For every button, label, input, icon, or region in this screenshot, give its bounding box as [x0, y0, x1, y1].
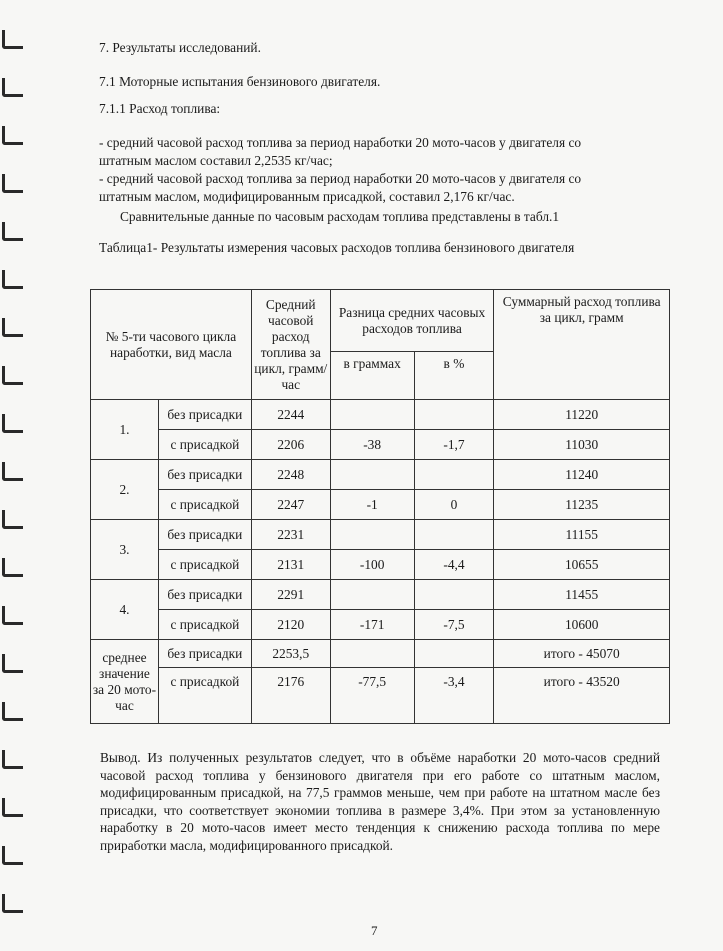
bullet-2-line-2: штатным маслом, модифицированным присадкой, составил 2,176 кг/час. — [99, 189, 515, 204]
total-value: 11220 — [494, 400, 670, 430]
total-value: 11030 — [494, 430, 670, 460]
diff-percent: -3,4 — [414, 668, 494, 724]
diff-grams — [330, 580, 414, 610]
diff-grams: -1 — [330, 490, 414, 520]
total-value: итого - 45070 — [494, 640, 670, 668]
oil-type: с присадкой — [158, 610, 251, 640]
oil-type: с присадкой — [158, 668, 251, 724]
avg-value: 2120 — [251, 610, 330, 640]
diff-percent: -1,7 — [414, 430, 494, 460]
subsection-heading: 7.1 Моторные испытания бензинового двигателя. — [99, 74, 381, 89]
total-value: 10655 — [494, 550, 670, 580]
conclusion-paragraph: Вывод. Из полученных результатов следует, что в объёме наработки 20 мото-часов средний часовой расход топлива у бензинового двигателя при его работе со штатным маслом, модифицированным присадкой, на 77,5 граммов меньше, чем при работе на штатном масле без присадки, что соответствует экономии топлива в размере 3,4%. При этом за установленную наработку в 20 мото-часов имеет место тенденция к снижению расхода топлива по мере приработки масла, модифицированного присадкой. — [100, 750, 660, 853]
header-cycle: № 5-ти часового цикла наработки, вид масла — [91, 290, 252, 400]
diff-grams — [330, 640, 414, 668]
diff-percent — [414, 400, 494, 430]
avg-value: 2253,5 — [251, 640, 330, 668]
diff-percent — [414, 460, 494, 490]
fuel-consumption-table — [90, 289, 670, 724]
avg-value: 2244 — [251, 400, 330, 430]
diff-percent: -4,4 — [414, 550, 494, 580]
total-value: 10600 — [494, 610, 670, 640]
subsubsection-heading: 7.1.1 Расход топлива: — [99, 101, 221, 116]
bullet-2-line-1: - средний часовой расход топлива за период наработки 20 мото-часов у двигателя со — [99, 171, 582, 186]
diff-percent: 0 — [414, 490, 494, 520]
header-difference: Разница средних часовых расходов топлива — [330, 290, 494, 352]
oil-type: с присадкой — [158, 550, 251, 580]
diff-percent — [414, 640, 494, 668]
avg-value: 2131 — [251, 550, 330, 580]
header-grams: в граммах — [330, 352, 414, 400]
header-percent: в % — [414, 352, 494, 400]
diff-grams: -38 — [330, 430, 414, 460]
avg-value: 2291 — [251, 580, 330, 610]
diff-percent — [414, 520, 494, 550]
oil-type: без присадки — [158, 520, 251, 550]
diff-grams — [330, 460, 414, 490]
compare-sentence: Сравнительные данные по часовым расходам топлива представлены в табл.1 — [120, 209, 560, 224]
avg-value: 2247 — [251, 490, 330, 520]
diff-grams: -100 — [330, 550, 414, 580]
section-heading: 7. Результаты исследований. — [99, 40, 261, 55]
oil-type: без присадки — [158, 460, 251, 490]
average-row-label: среднее значение за 20 мото-час — [91, 640, 159, 724]
diff-grams: -77,5 — [330, 668, 414, 724]
header-total: Суммарный расход топлива за цикл, грамм — [494, 290, 670, 400]
cycle-number: 3. — [91, 520, 159, 580]
total-value: 11155 — [494, 520, 670, 550]
total-value: 11240 — [494, 460, 670, 490]
oil-type: без присадки — [158, 640, 251, 668]
bullet-1-line-1: - средний часовой расход топлива за период наработки 20 мото-часов у двигателя со — [99, 135, 582, 150]
total-value: 11455 — [494, 580, 670, 610]
table-caption: Таблица1- Результаты измерения часовых расходов топлива бензинового двигателя — [99, 240, 575, 255]
header-average: Средний часовой расход топлива за цикл, грамм/час — [251, 290, 330, 400]
page-number: 7 — [371, 923, 378, 938]
avg-value: 2248 — [251, 460, 330, 490]
cycle-number: 2. — [91, 460, 159, 520]
diff-grams — [330, 520, 414, 550]
cycle-number: 4. — [91, 580, 159, 640]
diff-percent — [414, 580, 494, 610]
bullet-1-line-2: штатным маслом составил 2,2535 кг/час; — [99, 153, 333, 168]
total-value: итого - 43520 — [494, 668, 670, 724]
oil-type: с присадкой — [158, 490, 251, 520]
oil-type: с присадкой — [158, 430, 251, 460]
oil-type: без присадки — [158, 580, 251, 610]
avg-value: 2231 — [251, 520, 330, 550]
diff-grams — [330, 400, 414, 430]
diff-grams: -171 — [330, 610, 414, 640]
diff-percent: -7,5 — [414, 610, 494, 640]
avg-value: 2206 — [251, 430, 330, 460]
cycle-number: 1. — [91, 400, 159, 460]
avg-value: 2176 — [251, 668, 330, 724]
total-value: 11235 — [494, 490, 670, 520]
oil-type: без присадки — [158, 400, 251, 430]
